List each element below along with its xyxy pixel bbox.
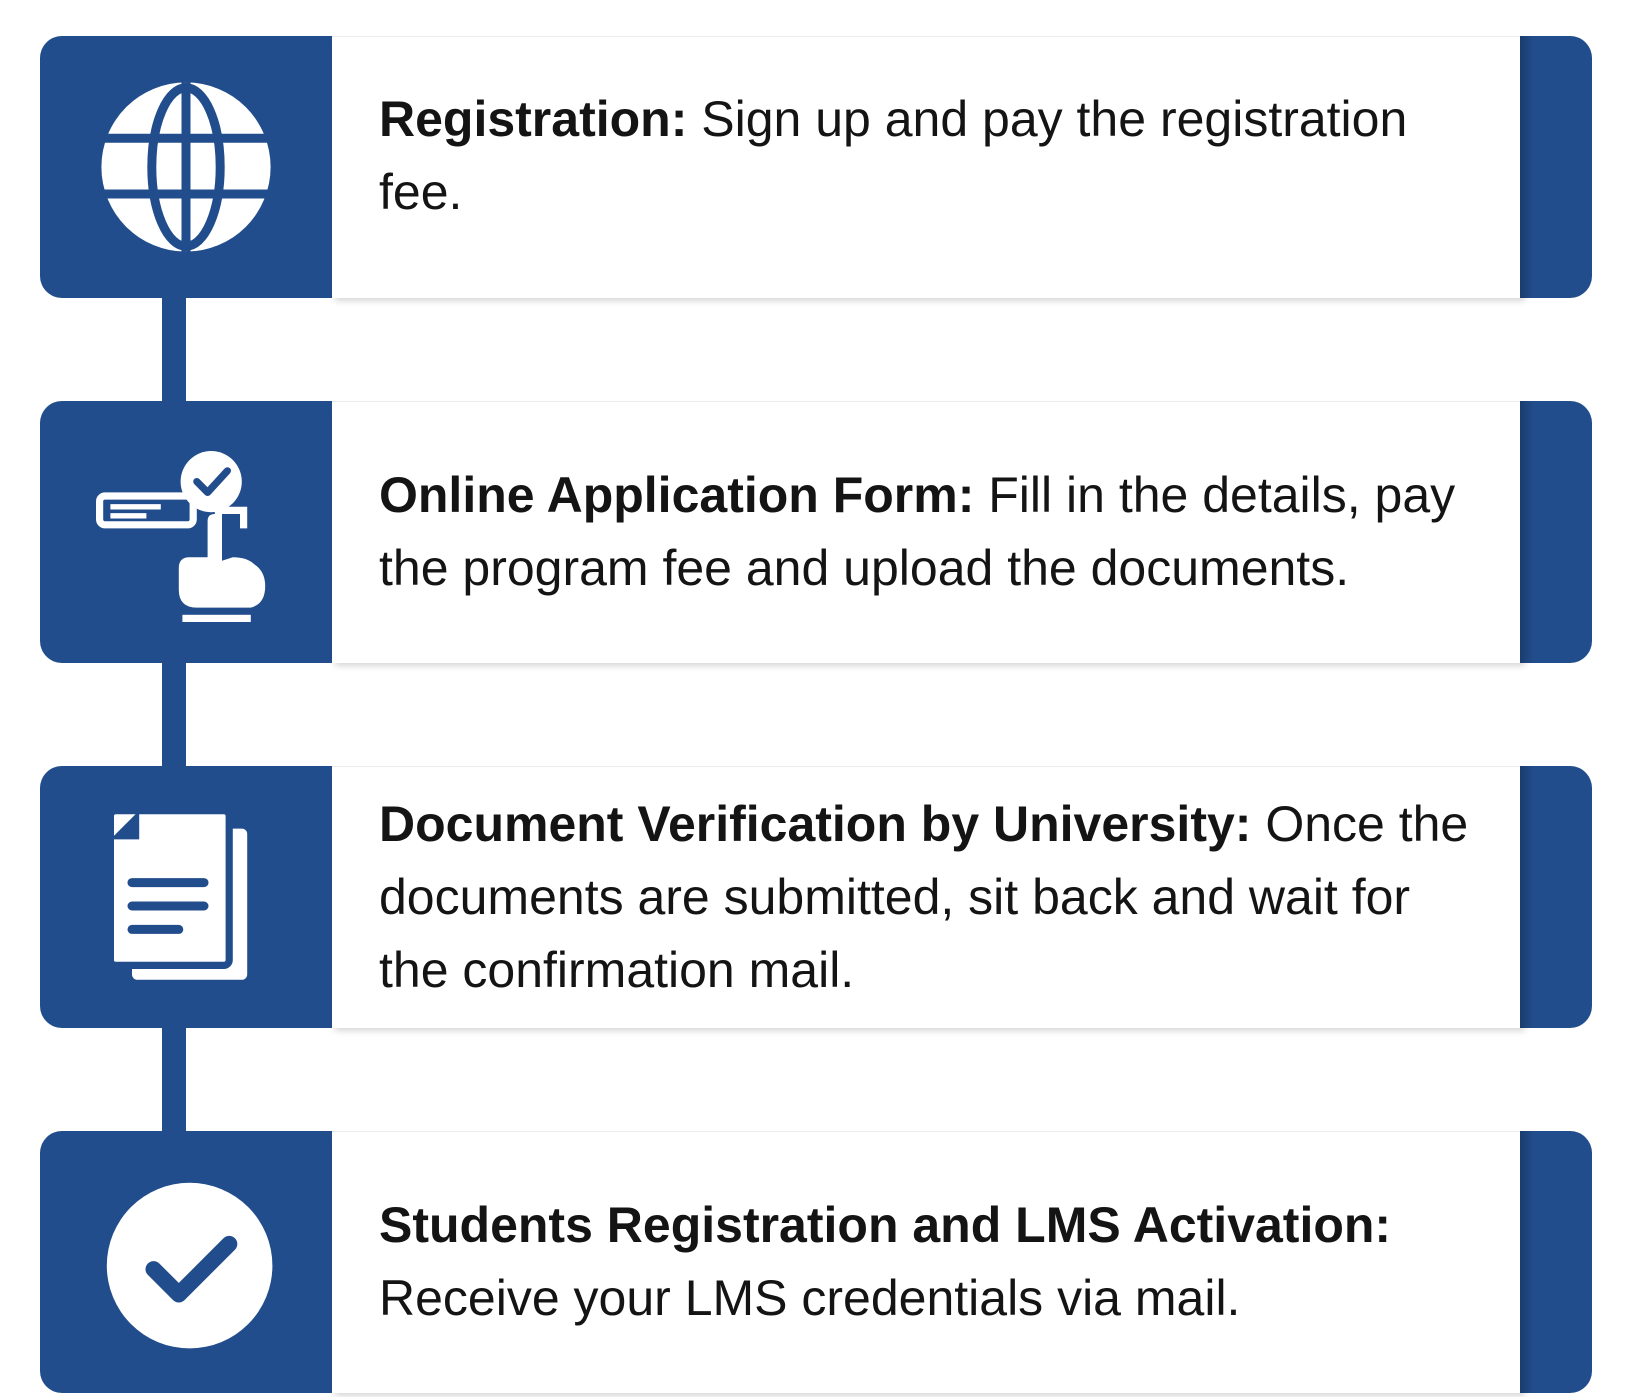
step-online-application (40, 401, 1592, 663)
step-icon-panel (40, 36, 332, 298)
step-connector (162, 290, 186, 408)
step-text (379, 401, 1479, 663)
step-end-tab (1520, 1131, 1592, 1393)
step-connector (162, 1020, 186, 1138)
globe-icon (96, 77, 276, 257)
step-end-tab (1520, 36, 1592, 298)
check-circle-icon (96, 1172, 276, 1352)
step-description: Once the documents are submitted, sit back and wait for the confirmation mail. (379, 795, 1469, 998)
step-icon-panel (40, 1131, 332, 1393)
step-title: Students Registration and LMS Activation: (379, 1197, 1392, 1253)
step-end-tab (1520, 766, 1592, 1028)
step-icon-panel (40, 401, 332, 663)
step-connector (162, 655, 186, 773)
step-description: Receive your LMS credentials via mail. (379, 1270, 1241, 1326)
step-registration (40, 36, 1592, 298)
step-text (379, 766, 1479, 1028)
step-text (379, 36, 1479, 298)
step-title: Document Verification by University: (379, 795, 1252, 852)
step-icon-panel (40, 766, 332, 1028)
step-title: Registration: (379, 91, 688, 147)
step-end-tab (1520, 401, 1592, 663)
step-lms-activation (40, 1131, 1592, 1393)
documents-icon (96, 807, 276, 987)
form-click-icon (96, 442, 276, 622)
step-text (379, 1131, 1479, 1393)
step-description: Fill in the details, pay the program fee and upload the documents. (379, 467, 1456, 596)
step-document-verification (40, 766, 1592, 1028)
step-description: Sign up and pay the registration fee. (379, 91, 1408, 220)
step-title: Online Application Form: (379, 467, 975, 523)
